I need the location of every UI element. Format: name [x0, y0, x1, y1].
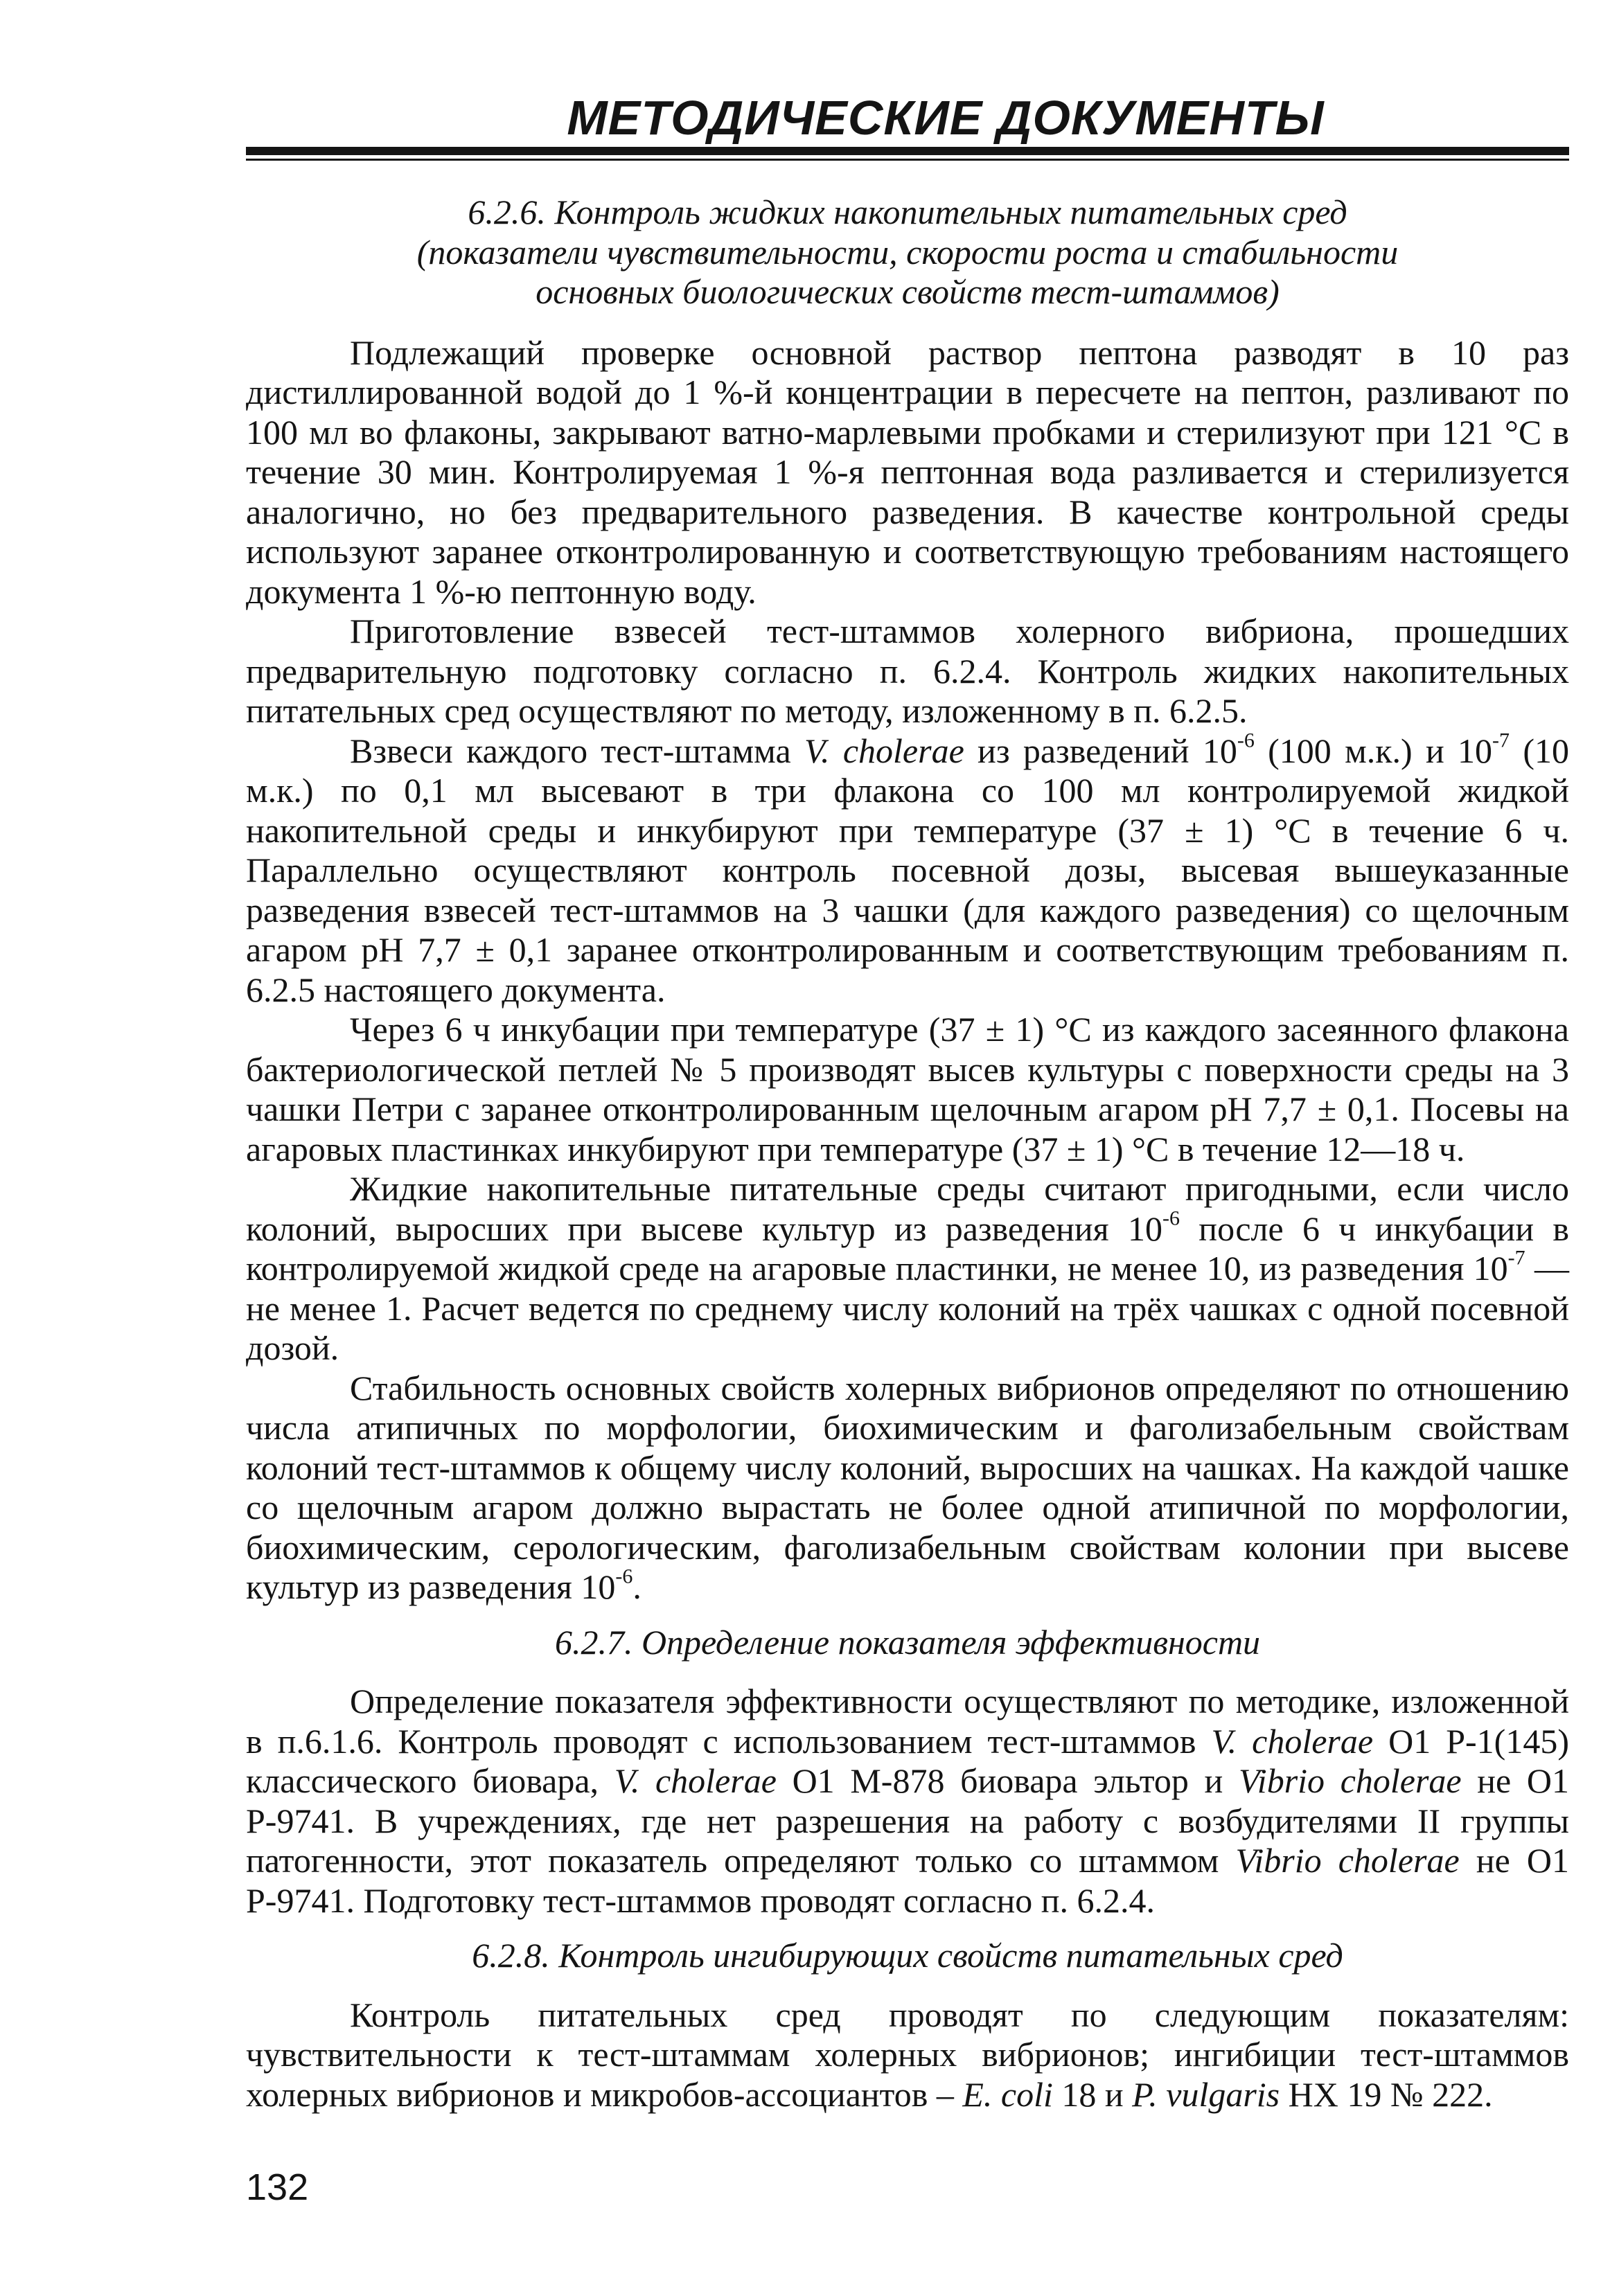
- heading-line-1: 6.2.6. Контроль жидких накопительных питательных сред: [468, 193, 1347, 231]
- paragraph-peptone-preparation: Подлежащий проверке основной раствор пептона разводят в 10 раз дистиллированной водой до 1 %-й концентрации в пересчете на пептон, разливают по 100 мл во флаконы, закрывают ватно-марлевыми пробками и стерилизуют при 121 °С в течение 30 мин. Контролируемая 1 %-я пептонная вода разливается и стерилизуется аналогично, но без предварительного разведения. В качестве контрольной среды используют заранее отконтролированную и соответствующую требованиям настоящего документа 1 %-ю пептонную воду.: [246, 332, 1569, 611]
- paragraph-suspension-preparation: Приготовление взвесей тест-штаммов холерного вибриона, прошедших предварительную подготовку согласно п. 6.2.4. Контроль жидких накопительных питательных сред осуществляют по методу, изложенному в п. 6.2.5.: [246, 612, 1569, 730]
- section-heading-6-2-7: 6.2.7. Определение показателя эффективности: [554, 1622, 1261, 1662]
- paragraph-inhibition: Контроль питательных сред проводят по следующим показателям: чувствительности к тест-штаммам холерных вибрионов; ингибиции тест-штаммов холерных вибрионов и микробов-ассоциантов – E. coli 18 и P. vulgaris HX 19 № 222.: [246, 1995, 1569, 2114]
- species-name: Vibrio cholerae: [1238, 1761, 1462, 1800]
- running-header-title: МЕТОДИЧЕСКИЕ ДОКУМЕНТЫ: [567, 91, 1325, 145]
- species-name: E. coli: [962, 2074, 1053, 2114]
- page-body: [246, 193, 1569, 2115]
- paragraph-suitability-criteria: Жидкие накопительные питательные среды считают пригодными, если число колоний, выросших при высеве культур из разведения $10^{-6}$ после 6 ч инкубации в контролируемой жидкой среде на агаровые пластинки, не менее 10, из разведения $10^{-7}$ — не менее 1. Расчет ведется по среднему числу колоний на трёх чашках с одной посевной дозой.: [246, 1169, 1570, 1367]
- section-6-2-8: [246, 1936, 1569, 2115]
- species-name: Vibrio cholerae: [1235, 1841, 1460, 1880]
- exponent: -6: [1237, 729, 1255, 751]
- page-number: 132: [246, 2166, 309, 2208]
- header-rule-thin: [246, 159, 1569, 161]
- species-name: V. cholerae: [1211, 1721, 1374, 1761]
- exponent: -7: [1492, 729, 1510, 751]
- species-name: V. cholerae: [614, 1761, 777, 1800]
- paragraph-stability: Стабильность основных свойств холерных вибрионов определяют по отношению числа атипичных по морфологии, биохимическим и фаголизабельным свойствам колоний тест-штаммов к общему числу колоний, выросших на чашках. На каждой чашке со щелочным агаром должно вырастать не более одной атипичной по морфологии, биохимическим, серологическим, фаголизабельным свойствам колонии при высеве культур из разведения $10^{-6}$.: [246, 1368, 1569, 1606]
- section-heading-6-2-6: [246, 193, 1569, 312]
- heading-line-2: (показатели чувствительности, скорости роста и стабильности: [416, 232, 1399, 272]
- heading-line-3: основных биологических свойств тест-штаммов): [536, 272, 1280, 311]
- paragraph-seeding-doses: Взвеси каждого тест-штамма V. cholerae из разведений $10^{-6}$ (100 м.к.) и $10^{-7}$ (10 м.к.) по 0,1 мл высевают в три флакона со 100 мл контролируемой жидкой накопительной среды и инкубируют при температуре (37 ± 1) °С в течение 6 ч. Параллельно осуществляют контроль посевной дозы, высевая вышеуказанные разведения взвесей тест-штаммов на 3 чашки (для каждого разведения) со щелочным агаром рН 7,7 ± 0,1 заранее отконтролированным и соответствующим требованиям п. 6.2.5 настоящего документа.: [246, 729, 1569, 1009]
- section-6-2-7: [246, 1623, 1569, 1921]
- paragraph-incubation: Через 6 ч инкубации при температуре (37 ± 1) °С из каждого засеянного флакона бактериологической петлей № 5 производят высев культуры с поверхности среды на 3 чашки Петри с заранее отконтролированным щелочным агаром рН 7,7 ± 0,1. Посевы на агаровых пластинках инкубируют при температуре (37 ± 1) °С в течение 12—18 ч.: [246, 1010, 1569, 1168]
- species-name: P. vulgaris: [1132, 2074, 1280, 2114]
- exponent: -7: [1507, 1246, 1525, 1270]
- section-6-2-6: [246, 193, 1569, 1608]
- exponent: -6: [615, 1565, 633, 1588]
- section-heading-6-2-8: 6.2.8. Контроль ингибирующих свойств питательных сред: [472, 1936, 1343, 1975]
- header-rule-thick: [246, 147, 1569, 155]
- species-name: V. cholerae: [804, 731, 964, 770]
- exponent: -6: [1162, 1207, 1180, 1229]
- paragraph-efficiency: Определение показателя эффективности осуществляют по методике, изложенной в п.6.1.6. Контроль проводят с использованием тест-штаммов V. cholerae O1 Р-1(145) классического биовара, V. cholerae O1 M-878 биовара эльтор и Vibrio cholerae не O1 Р-9741. В учреждениях, где нет разрешения на работу с возбудителями II группы патогенности, этот показатель определяют только со штаммом Vibrio cholerae не O1 Р-9741. Подготовку тест-штаммов проводят согласно п. 6.2.4.: [246, 1682, 1570, 1920]
